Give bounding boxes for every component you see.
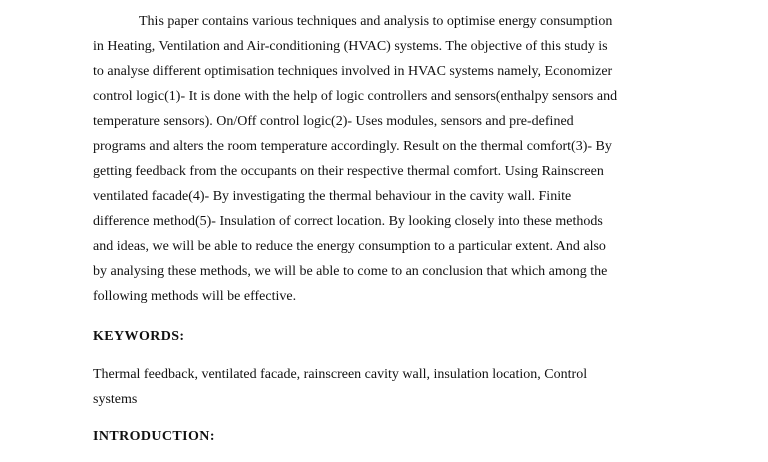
keywords-line: systems [93, 392, 138, 407]
abstract-line: getting feedback from the occupants on their respective thermal comfort. Using Rainscreen [93, 164, 604, 179]
abstract-line: to analyse different optimisation techniques involved in HVAC systems namely, Economizer [93, 64, 613, 79]
abstract-line: difference method(5)- Insulation of correct location. By looking closely into these methods [93, 214, 603, 229]
abstract-line: in Heating, Ventilation and Air-conditioning (HVAC) systems. The objective of this study is [93, 39, 608, 54]
keywords-heading: KEYWORDS: [93, 329, 185, 344]
abstract-line: by analysing these methods, we will be able to come to an conclusion that which among the [93, 264, 608, 279]
abstract-line: control logic(1)- It is done with the help of logic controllers and sensors(enthalpy sensors and [93, 89, 618, 104]
abstract-line: temperature sensors). On/Off control logic(2)- Uses modules, sensors and pre-defined [93, 114, 574, 129]
abstract-line: and ideas, we will be able to reduce the energy consumption to a particular extent. And also [93, 239, 606, 254]
abstract-line: programs and alters the room temperature accordingly. Result on the thermal comfort(3)- By [93, 139, 612, 154]
abstract-line: This paper contains various techniques and analysis to optimise energy consumption [139, 14, 613, 29]
abstract-line: ventilated facade(4)- By investigating the thermal behaviour in the cavity wall. Finite [93, 189, 572, 204]
abstract-line: following methods will be effective. [93, 289, 297, 304]
introduction-heading: INTRODUCTION: [93, 429, 215, 444]
keywords-line: Thermal feedback, ventilated facade, rainscreen cavity wall, insulation location, Control [93, 367, 588, 382]
